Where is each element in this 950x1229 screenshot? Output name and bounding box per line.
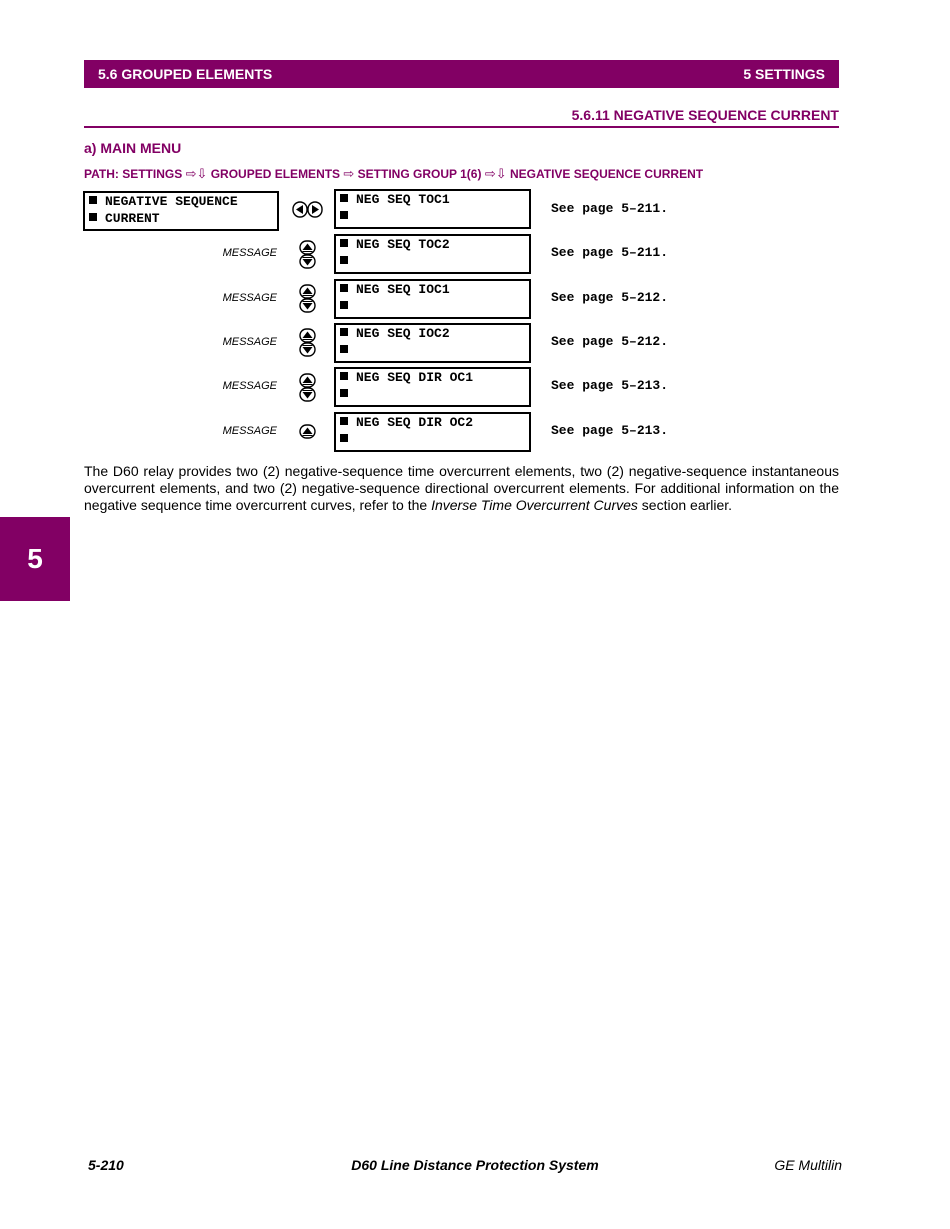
header-bar [84, 60, 839, 88]
right-arrow-icon: ⇨ [343, 166, 355, 181]
path-part: NEGATIVE SEQUENCE CURRENT [509, 167, 704, 181]
bullet-square-icon [340, 256, 348, 264]
bullet-square-icon [340, 239, 348, 247]
chapter-tab: 5 [0, 517, 70, 601]
footer-page-number: 5-210 [88, 1157, 124, 1173]
bullet-square-icon [340, 434, 348, 442]
setting-display-6 [334, 412, 531, 452]
header-section: 5.6 GROUPED ELEMENTS [98, 66, 273, 82]
path-part: GROUPED ELEMENTS [210, 167, 341, 181]
main-menu-line1: NEGATIVE SEQUENCE [105, 194, 238, 209]
section-title: 5.6.11 NEGATIVE SEQUENCE CURRENT [84, 107, 839, 128]
up-down-arrow-icon [299, 373, 316, 402]
body-text-reference: Inverse Time Overcurrent Curves [431, 497, 638, 513]
path-part: PATH: SETTINGS [84, 167, 183, 181]
message-label: MESSAGE [222, 380, 277, 392]
sub-title: a) MAIN MENU [84, 140, 182, 156]
up-arrow-icon [299, 424, 316, 439]
setting-display-2 [334, 234, 531, 274]
setting-label: NEG SEQ TOC1 [356, 192, 450, 207]
header-chapter: 5 SETTINGS [743, 66, 825, 82]
setting-label: NEG SEQ DIR OC2 [356, 415, 474, 430]
bullet-square-icon [340, 211, 348, 219]
bullet-square-icon [340, 389, 348, 397]
bullet-square-icon [340, 345, 348, 353]
bullet-square-icon [340, 372, 348, 380]
body-text-part: section earlier. [637, 497, 733, 513]
bullet-square-icon [89, 196, 97, 204]
setting-display-5 [334, 367, 531, 407]
up-down-arrow-icon [299, 328, 316, 357]
bullet-square-icon [340, 284, 348, 292]
setting-display-1 [334, 189, 531, 229]
bullet-square-icon [340, 417, 348, 425]
right-down-arrow-icon: ⇨⇩ [484, 166, 507, 181]
page-reference: See page 5–213. [551, 378, 669, 393]
up-down-arrow-icon [299, 284, 316, 313]
path-part: SETTING GROUP 1(6) [357, 167, 482, 181]
setting-label: NEG SEQ DIR OC1 [356, 370, 474, 385]
message-label: MESSAGE [222, 292, 277, 304]
main-menu-display [83, 191, 279, 231]
bullet-square-icon [340, 328, 348, 336]
footer-title: D60 Line Distance Protection System [351, 1157, 599, 1173]
setting-label: NEG SEQ TOC2 [356, 237, 450, 252]
body-text-part: The D60 relay provides two (2) negative-sequence time overcurrent elements, two (2) negative-sequence instantaneous overcurrent elements, and two (2) negative-sequence directional overcurrent elements. For additional information on the negative sequence time overcurrent curves, refer to the [84, 463, 839, 513]
body-paragraph [84, 463, 839, 514]
page-reference: See page 5–212. [551, 334, 669, 349]
setting-display-3 [334, 279, 531, 319]
bullet-square-icon [89, 213, 97, 221]
right-down-arrow-icon: ⇨⇩ [185, 166, 208, 181]
up-down-arrow-icon [299, 240, 316, 269]
setting-label: NEG SEQ IOC2 [356, 326, 450, 341]
bullet-square-icon [340, 194, 348, 202]
message-label: MESSAGE [222, 336, 277, 348]
left-right-arrow-icon [292, 201, 323, 218]
page-reference: See page 5–213. [551, 423, 669, 438]
setting-label: NEG SEQ IOC1 [356, 282, 450, 297]
message-label: MESSAGE [222, 425, 277, 437]
bullet-square-icon [340, 301, 348, 309]
setting-display-4 [334, 323, 531, 363]
main-menu-line2: CURRENT [105, 211, 160, 226]
menu-path [84, 166, 703, 182]
footer-company: GE Multilin [774, 1157, 842, 1173]
page-reference: See page 5–212. [551, 290, 669, 305]
page-reference: See page 5–211. [551, 245, 669, 260]
message-label: MESSAGE [222, 247, 277, 259]
page-reference: See page 5–211. [551, 201, 669, 216]
